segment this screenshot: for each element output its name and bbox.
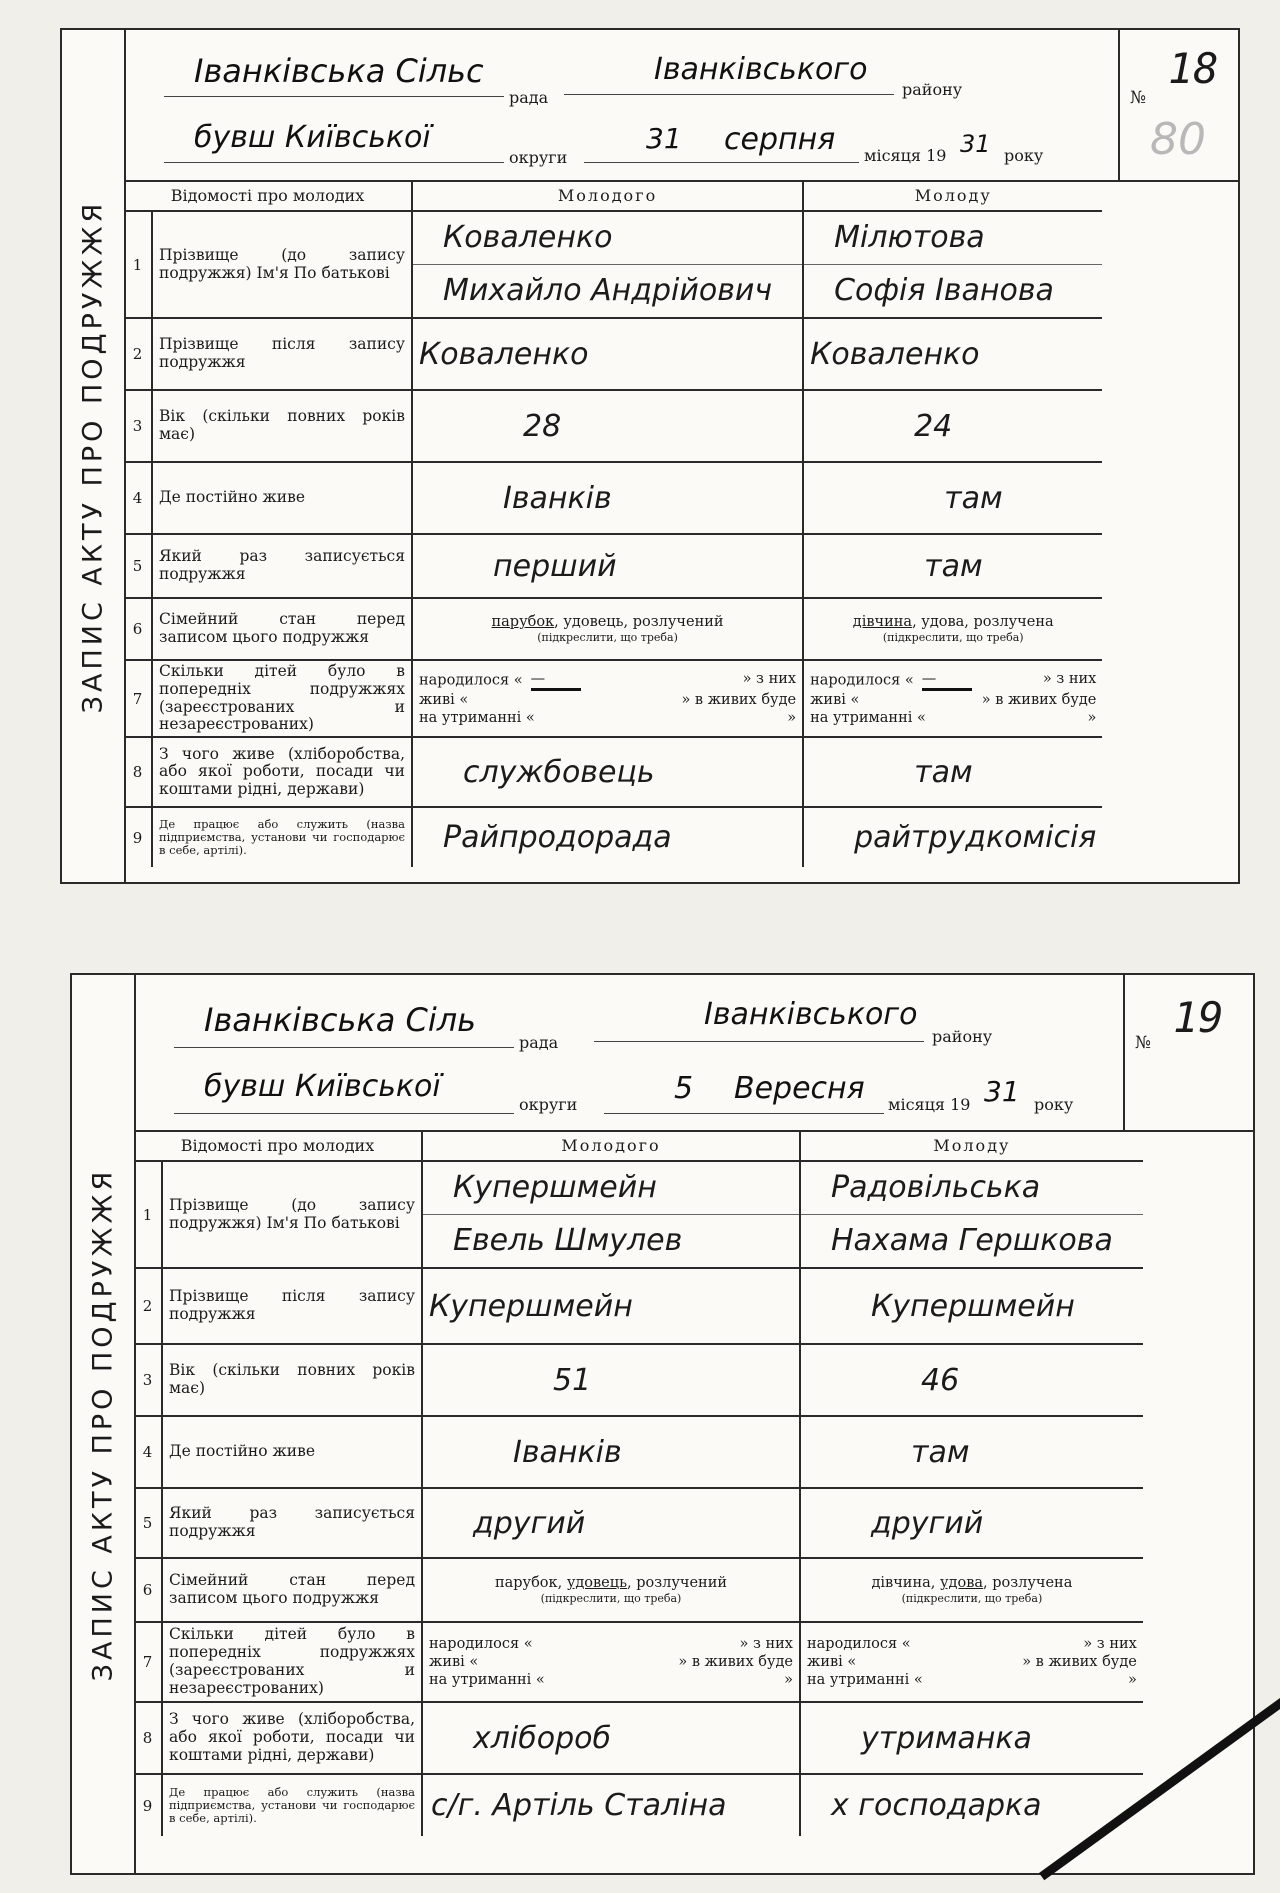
marriage-record-2 — [70, 973, 1255, 1875]
bride-marriage-count: другий — [800, 1488, 1143, 1558]
groom-workplace: Райпродорада — [412, 807, 803, 867]
marriage-record-1 — [60, 28, 1240, 884]
col-bride-header: Молоду — [800, 1130, 1143, 1161]
row-question: Який раз записується подружжя — [162, 1488, 422, 1558]
status-option-selected: дівчина — [852, 614, 913, 631]
row-number: 3 — [134, 1344, 162, 1416]
row-question: Де працює або служить (назва підприємства, установи чи господарює в себе, артілі). — [162, 1774, 422, 1836]
month-label: місяця 19 — [864, 146, 947, 165]
groom-name-cell — [412, 211, 803, 318]
groom-surname-after: Купершмейн — [422, 1268, 800, 1344]
row-number: 5 — [134, 1488, 162, 1558]
bride-marital-status: дівчина, удова, розлучена (підкреслити, що треба) — [800, 1558, 1143, 1622]
bride-surname-after: Купершмейн — [800, 1268, 1143, 1344]
record-year: 31 — [960, 130, 991, 158]
okrug-name: бувш Київської — [204, 1069, 441, 1104]
groom-given-name: Михайло Андрійович — [443, 273, 773, 308]
bride-occupation: там — [803, 737, 1102, 807]
groom-residence: Іванків — [422, 1416, 800, 1488]
bride-surname-after: Коваленко — [803, 318, 1102, 390]
row-question: Прізвище (до запису подружжя) Ім'я По батькові — [162, 1161, 422, 1268]
row-question: Вік (скільки повних років має) — [162, 1344, 422, 1416]
col-bride-header: Молоду — [803, 180, 1102, 211]
groom-surname-after: Коваленко — [412, 318, 803, 390]
number-label: № — [1135, 1033, 1152, 1053]
status-option-selected: удова — [940, 1575, 983, 1592]
record-table — [124, 180, 1102, 867]
row-question: Прізвище (до запису подружжя) Ім'я По батькові — [152, 211, 412, 318]
year-label: року — [1034, 1095, 1074, 1114]
bride-workplace: х господарка — [800, 1774, 1143, 1836]
bride-children: народилося « » з них живі « » в живих буде на утриманні « » — [800, 1622, 1143, 1702]
month-label: місяця 19 — [888, 1095, 971, 1114]
bride-surname: Радовільська — [801, 1162, 1143, 1215]
status-option-selected: парубок — [491, 614, 555, 631]
col-info-header: Відомості про молодих — [124, 180, 412, 211]
groom-children: народилося « » з них живі « » в живих буде на утриманні « » — [422, 1622, 800, 1702]
row-number: 6 — [124, 598, 152, 660]
row-number: 2 — [124, 318, 152, 390]
col-info-header: Відомості про молодих — [134, 1130, 422, 1161]
number-label: № — [1130, 88, 1147, 108]
raion-name: Іванківського — [704, 997, 918, 1032]
groom-children: народилося « — » з них живі « » в живих буде на утриманні « » — [412, 660, 803, 737]
row-question: Сімейний стан перед записом цього подружжя — [162, 1558, 422, 1622]
groom-given-name: Евель Шмулев — [453, 1223, 683, 1258]
row-number: 1 — [134, 1161, 162, 1268]
status-option: розлучений — [632, 614, 724, 631]
hint-text: (підкреслити, що треба) — [882, 631, 1024, 645]
row-question: Сімейний стан перед записом цього подружжя — [152, 598, 412, 660]
bride-marital-status: дівчина, удова, розлучена (підкреслити, що треба) — [803, 598, 1102, 660]
bride-marriage-count: там — [803, 534, 1102, 598]
row-number: 7 — [124, 660, 152, 737]
groom-marital-status: парубок, удовець, розлучений (підкреслити, що треба) — [422, 1558, 800, 1622]
row-question: Де постійно живе — [162, 1416, 422, 1488]
row-number: 1 — [124, 211, 152, 318]
groom-marriage-count: перший — [412, 534, 803, 598]
rada-name: Іванківська Сіль — [204, 1001, 477, 1039]
record-year: 31 — [984, 1075, 1020, 1108]
bride-children: народилося « — » з них живі « » в живих буде на утриманні « » — [803, 660, 1102, 737]
hint-text: (підкреслити, що треба) — [540, 1592, 682, 1606]
row-number: 7 — [134, 1622, 162, 1702]
rada-name: Іванківська Сільс — [194, 52, 484, 90]
row-question: Скільки дітей було в попередніх подружжях (зареєстрованих и незареєстрованих) — [152, 660, 412, 737]
groom-marital-status: парубок, удовець, розлучений (підкреслити, що треба) — [412, 598, 803, 660]
groom-surname: Купершмейн — [423, 1162, 799, 1215]
groom-name-cell — [422, 1161, 800, 1268]
row-number: 4 — [134, 1416, 162, 1488]
row-question: Де працює або служить (назва підприємства, установи чи господарює в себе, артілі). — [152, 807, 412, 867]
record-month: Вересня — [734, 1071, 865, 1106]
year-label: року — [1004, 146, 1044, 165]
bride-residence: там — [800, 1416, 1143, 1488]
row-question: Який раз записується подружжя — [152, 534, 412, 598]
bride-name-cell — [800, 1161, 1143, 1268]
groom-workplace: с/г. Артіль Сталіна — [422, 1774, 800, 1836]
hint-text: (підкреслити, що треба) — [537, 631, 678, 645]
row-number: 5 — [124, 534, 152, 598]
row-number: 9 — [134, 1774, 162, 1836]
okrug-label: округи — [519, 1095, 578, 1114]
bride-name-cell — [803, 211, 1102, 318]
row-question: Скільки дітей було в попередніх подружжях (зареєстрованих и незареєстрованих) — [162, 1622, 422, 1702]
bride-occupation: утриманка — [800, 1702, 1143, 1774]
status-option-selected: удовець — [566, 1575, 627, 1592]
okrug-name: бувш Київської — [194, 120, 431, 155]
raion-label: району — [932, 1027, 993, 1046]
bride-workplace: райтрудкомісія — [803, 807, 1102, 867]
groom-occupation: хлібороб — [422, 1702, 800, 1774]
groom-children-value: — — [531, 670, 581, 691]
status-option: дівчина — [871, 1575, 931, 1592]
status-option: розлучена — [992, 1575, 1073, 1592]
okrug-label: округи — [509, 148, 568, 167]
rada-label: рада — [509, 88, 549, 107]
row-question: З чого живе (хліборобства, або якої роботи, посади чи коштами рідні, держави) — [162, 1702, 422, 1774]
hint-text: (підкреслити, що треба) — [901, 1592, 1043, 1606]
record-number-box — [1123, 975, 1253, 1130]
record-header — [134, 975, 1253, 1132]
record-day: 5 — [674, 1071, 694, 1106]
status-option: розлучена — [973, 614, 1054, 631]
row-question: Прізвище після запису подружжя — [162, 1268, 422, 1344]
groom-age: 28 — [412, 390, 803, 462]
row-number: 2 — [134, 1268, 162, 1344]
record-month: серпня — [724, 122, 836, 157]
row-number: 6 — [134, 1558, 162, 1622]
record-number-box — [1118, 30, 1238, 180]
row-question: Де постійно живе — [152, 462, 412, 534]
row-question: Вік (скільки повних років має) — [152, 390, 412, 462]
status-option: удова — [921, 614, 965, 631]
status-option: удовець — [563, 614, 624, 631]
status-option: розлучений — [636, 1575, 728, 1592]
status-option: парубок — [494, 1575, 558, 1592]
record-spine-title: ЗАПИС АКТУ ПРО ПОДРУЖЖЯ — [72, 975, 136, 1873]
raion-label: району — [902, 80, 963, 99]
bride-residence: там — [803, 462, 1102, 534]
bride-given-name: Софія Іванова — [834, 273, 1054, 308]
row-question: Прізвище після запису подружжя — [152, 318, 412, 390]
groom-surname: Коваленко — [413, 212, 802, 265]
row-number: 8 — [124, 737, 152, 807]
row-number: 4 — [124, 462, 152, 534]
record-number: 19 — [1173, 993, 1224, 1042]
bride-age: 46 — [800, 1344, 1143, 1416]
raion-name: Іванківського — [654, 52, 868, 87]
bride-children-value: — — [922, 670, 972, 691]
rada-label: рада — [519, 1033, 559, 1052]
groom-occupation: службовець — [412, 737, 803, 807]
col-groom-header: Молодого — [422, 1130, 800, 1161]
col-groom-header: Молодого — [412, 180, 803, 211]
record-table — [134, 1130, 1143, 1836]
row-number: 8 — [134, 1702, 162, 1774]
bride-age: 24 — [803, 390, 1102, 462]
bride-given-name: Нахама Гершкова — [831, 1223, 1113, 1258]
record-aux-number: 80 — [1150, 114, 1206, 165]
record-day: 31 — [646, 122, 682, 155]
row-number: 3 — [124, 390, 152, 462]
bride-surname: Мілютова — [804, 212, 1102, 265]
groom-residence: Іванків — [412, 462, 803, 534]
row-number: 9 — [124, 807, 152, 867]
row-question: З чого живе (хліборобства, або якої роботи, посади чи коштами рідні, держави) — [152, 737, 412, 807]
groom-age: 51 — [422, 1344, 800, 1416]
record-spine-title: ЗАПИС АКТУ ПРО ПОДРУЖЖЯ — [62, 30, 126, 882]
groom-marriage-count: другий — [422, 1488, 800, 1558]
record-number: 18 — [1168, 44, 1219, 93]
record-header — [124, 30, 1238, 182]
